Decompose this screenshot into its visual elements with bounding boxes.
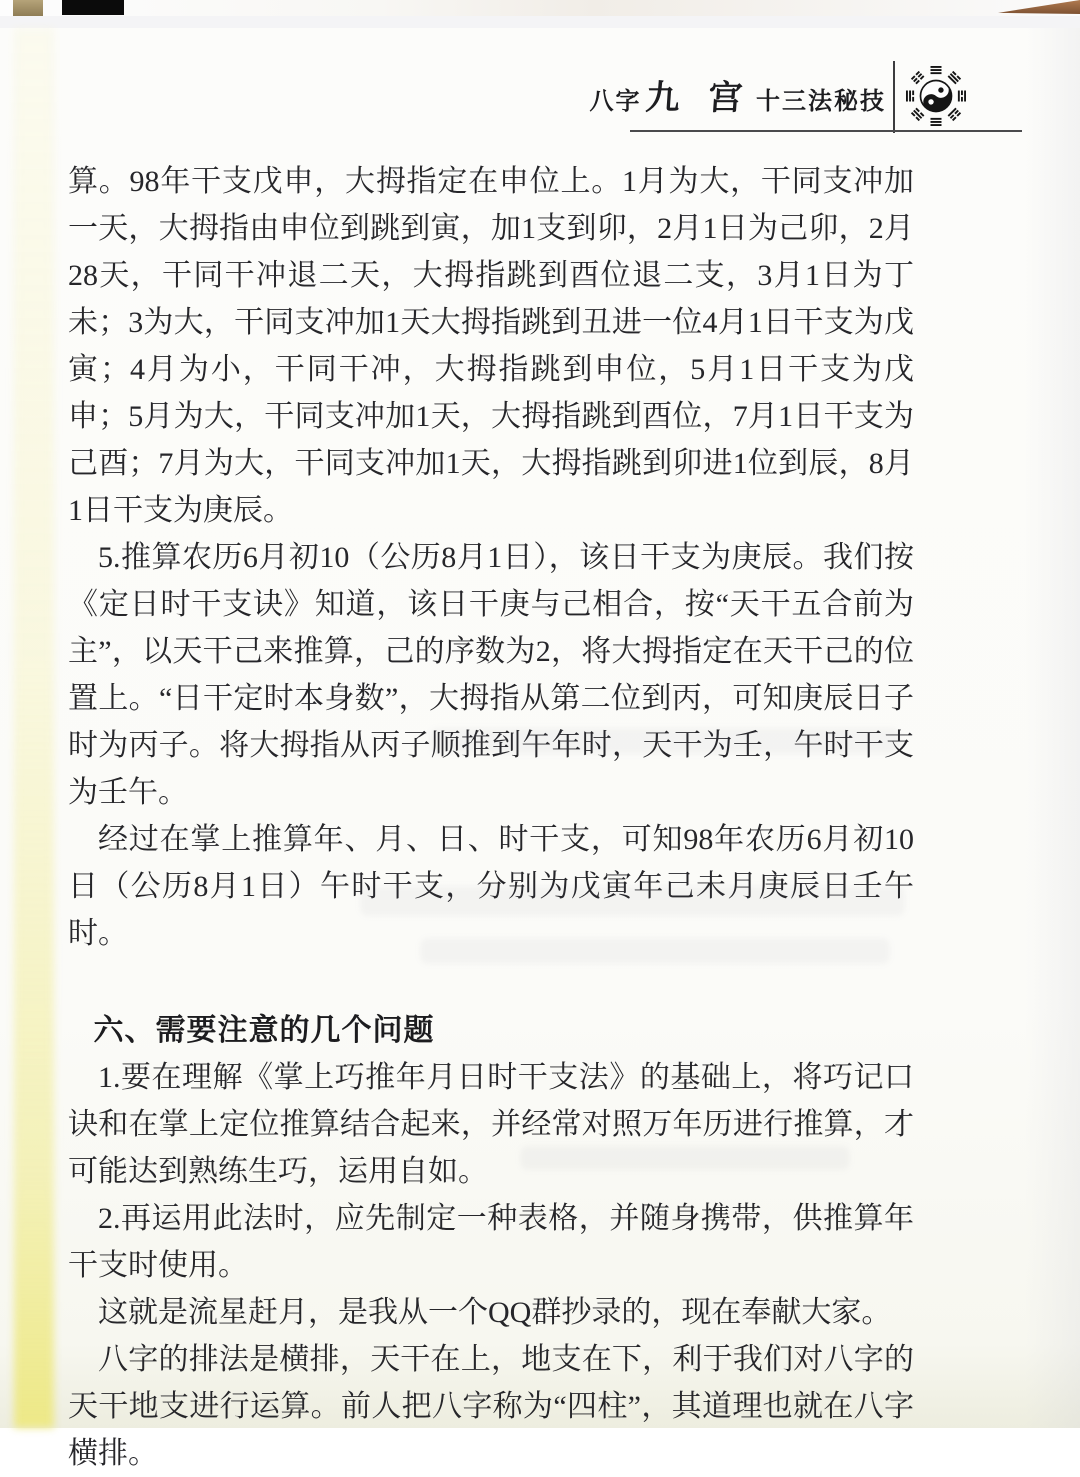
header-rule bbox=[630, 130, 1022, 132]
title-emphasis: 九 宫 bbox=[643, 80, 754, 117]
paragraph: 这就是流星赶月，是我从一个QQ群抄录的，现在奉献大家。 bbox=[98, 1296, 892, 1329]
page-edge-shadow-right bbox=[1025, 28, 1080, 1428]
page-top-edge bbox=[0, 16, 1080, 28]
header-divider bbox=[893, 61, 895, 133]
title-prefix: 八字 bbox=[589, 89, 642, 115]
background-object-corner bbox=[998, 0, 1080, 14]
paragraph: 1.要在理解《掌上巧推年月日时干支法》的基础上，将巧记口诀和在掌上定位推算结合起来，并经常对照万年历进行推算，才可能达到熟练生巧，运用自如。 bbox=[68, 1061, 914, 1188]
photo-background-strip bbox=[0, 0, 1080, 16]
page-edge-highlight-left bbox=[14, 28, 54, 1428]
page bbox=[0, 28, 1080, 1470]
section-heading: 六、需要注意的几个问题 bbox=[93, 1014, 435, 1047]
paragraph: 经过在掌上推算年、月、日、时干支，可知98年农历6月初10日（公历8月1日）午时干支，分别为戊寅年己未月庚辰日壬午时。 bbox=[68, 823, 914, 950]
paragraph: 算。98年干支戊申，大拇指定在申位上。1月为大，干同支冲加一天，大拇指由申位到跳到寅，加1支到卯，2月1日为己卯，2月28天，干同干冲退二天，大拇指跳到酉位退二支，3月1日为丁未；3为大，干同支冲加1天大拇指跳到丑进一位4月1日干支为戊寅；4月为小，干同干冲，大拇指跳到申位，5月1日干支为戊申；5月为大，干同支冲加1天，大拇指跳到酉位，7月1日干支为己酉；7月为大，干同支冲加1天，大拇指跳到卯进1位到辰，8月1日干支为庚辰。 bbox=[68, 165, 914, 527]
background-object-left bbox=[13, 0, 43, 16]
running-head-title bbox=[590, 70, 887, 119]
title-suffix: 十三法秘技 bbox=[756, 89, 886, 115]
bagua-yinyang-icon bbox=[904, 62, 968, 126]
page-content bbox=[68, 158, 914, 1477]
background-object-dark bbox=[62, 0, 124, 15]
paragraph: 八字的排法是横排，天干在上，地支在下，利于我们对八字的天干地支进行运算。前人把八字称为“四柱”，其道理也就在八字横排。 bbox=[68, 1343, 914, 1470]
paragraph: 2.再运用此法时，应先制定一种表格，并随身携带，供推算年干支时使用。 bbox=[68, 1202, 914, 1282]
paragraph: 5.推算农历6月初10（公历8月1日），该日干支为庚辰。我们按《定日时干支诀》知道，该日干庚与己相合，按“天干五合前为主”，以天干己来推算，己的序数为2，将大拇指定在天干己的位置上。“日干定时本身数”，大拇指从第二位到丙，可知庚辰日子时为丙子。将大拇指从丙子顺推到午年时，天干为壬，午时干支为壬午。 bbox=[68, 541, 914, 809]
